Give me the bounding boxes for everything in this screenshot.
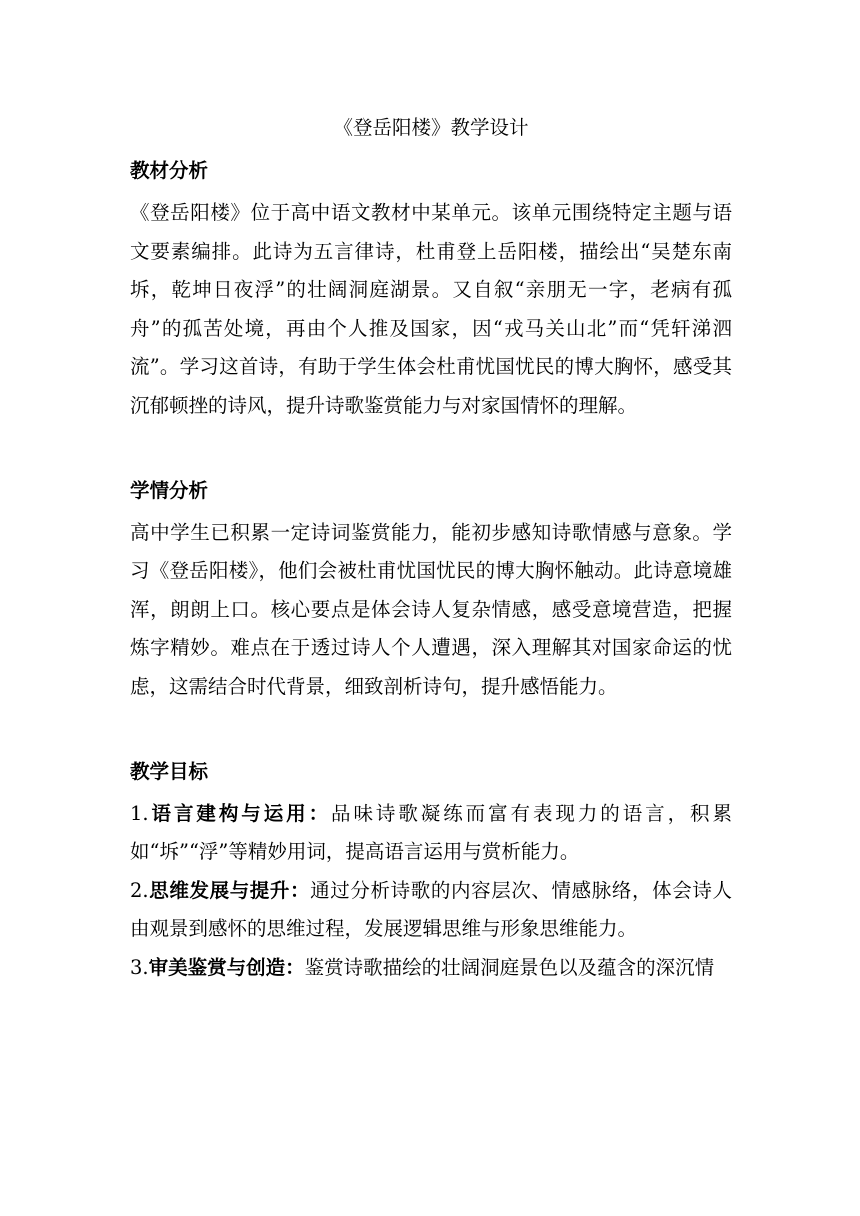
section-spacer (130, 426, 732, 476)
section-teaching-goals (130, 757, 732, 988)
goal-item (130, 795, 732, 872)
goal-number: 3. (130, 955, 149, 979)
section-student-analysis (130, 476, 732, 707)
goal-label: 审美鉴赏与创造： (148, 955, 305, 979)
section-paragraph: 高中学生已积累一定诗词鉴赏能力，能初步感知诗歌情感与意象。学习《登岳阳楼》，他们会被杜甫忧国忧民的博大胸怀触动。此诗意境雄浑，朗朗上口。核心要点是体会诗人复杂情感，感受意境营造，把握炼字精妙。难点在于透过诗人个人遭遇，深入理解其对国家命运的忧虑，这需结合时代背景，细致剖析诗句，提升感悟能力。 (130, 520, 732, 698)
document-title: 《登岳阳楼》教学设计 (333, 116, 529, 139)
goal-text: 鉴赏诗歌描绘的壮阔洞庭景色以及蕴含的深沉情 (304, 955, 715, 979)
section-spacer (130, 707, 732, 757)
document-content (130, 112, 732, 988)
goal-number: 1. (130, 801, 149, 825)
goal-label: 语言建构与运用： (148, 801, 332, 825)
goal-label: 思维发展与提升： (148, 878, 311, 902)
section-paragraph: 《登岳阳楼》位于高中语文教材中某单元。该单元围绕特定主题与语文要素编排。此诗为五言律诗，杜甫登上岳阳楼，描绘出“吴楚东南坼，乾坤日夜浮”的壮阔洞庭湖景。又自叙“亲朋无一字，老病有孤舟”的孤苦处境，再由个人推及国家，因“戎马关山北”而“凭轩涕泗流”。学习这首诗，有助于学生体会杜甫忧国忧民的博大胸怀，感受其沉郁顿挫的诗风，提升诗歌鉴赏能力与对家国情怀的理解。 (130, 201, 732, 417)
section-heading: 教材分析 (130, 159, 209, 182)
section-heading: 学情分析 (130, 478, 209, 502)
section-textbook-analysis (130, 156, 732, 426)
goal-text: 品味诗歌凝练而富有表现力的语言，积累如“坼”“浮”等精妙用词，提高语言运用与赏析能力。 (130, 801, 732, 864)
section-heading: 教学目标 (130, 759, 209, 783)
goal-item (130, 872, 732, 949)
goal-number: 2. (130, 878, 149, 902)
goal-text: 通过分析诗歌的内容层次、情感脉络，体会诗人由观景到感怀的思维过程，发展逻辑思维与形象思维能力。 (130, 878, 732, 941)
goal-item (130, 949, 732, 988)
